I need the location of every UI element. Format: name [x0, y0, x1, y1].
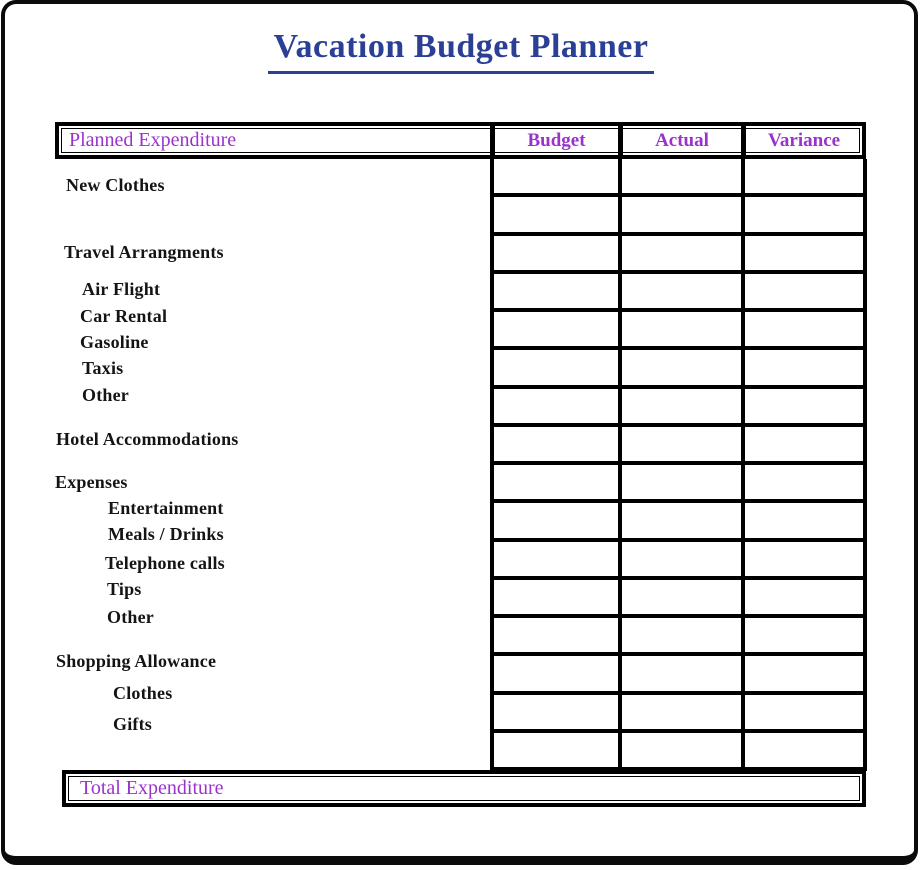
- variance-column-header: Variance: [767, 130, 841, 151]
- category-label: Expenses: [55, 472, 128, 492]
- budget-column-header: Budget: [527, 130, 586, 151]
- category-label: Taxis: [82, 358, 124, 378]
- page-title: Vacation Budget Planner: [268, 28, 655, 74]
- category-label: Clothes: [113, 683, 173, 703]
- category-label: Tips: [107, 579, 142, 599]
- category-label: New Clothes: [66, 175, 165, 195]
- category-label: Meals / Drinks: [108, 524, 224, 544]
- total-expenditure-label: Total Expenditure: [80, 777, 224, 799]
- category-label: Other: [82, 385, 129, 405]
- category-label: Travel Arrangments: [64, 242, 224, 262]
- category-label: Air Flight: [82, 279, 161, 299]
- category-label: Gifts: [113, 714, 152, 734]
- total-expenditure-row: [62, 770, 866, 807]
- category-label: Telephone calls: [105, 553, 225, 573]
- category-label: Hotel Accommodations: [56, 429, 239, 449]
- category-label: Other: [107, 607, 154, 627]
- planned-expenditure-header: Planned Expenditure: [69, 129, 237, 151]
- actual-column-header: Actual: [655, 130, 709, 151]
- category-label: Entertainment: [108, 498, 224, 518]
- category-label: Gasoline: [80, 332, 149, 352]
- category-label: Shopping Allowance: [56, 651, 217, 671]
- category-label: Car Rental: [80, 306, 168, 326]
